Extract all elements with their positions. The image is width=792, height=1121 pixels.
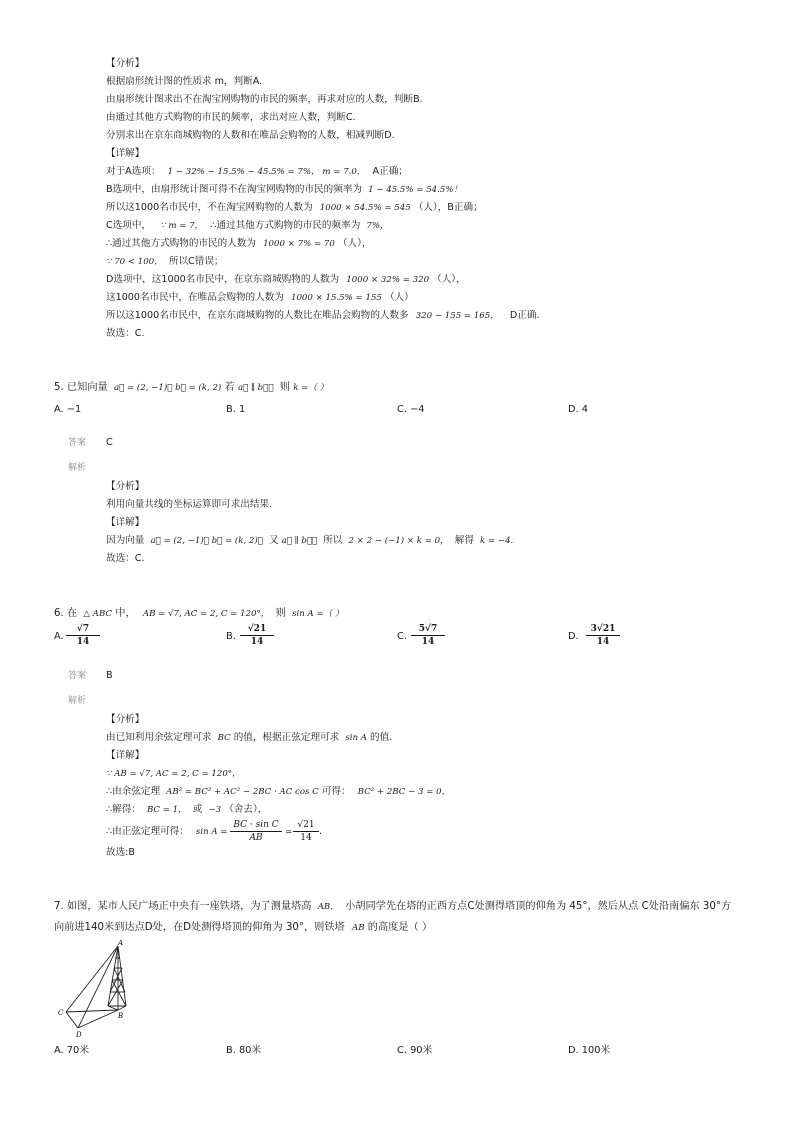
text-segment: ∴由余弦定理 (106, 786, 161, 797)
math-expression: 1000 × 7% = 70 (263, 239, 335, 249)
option-d-fraction[interactable] (586, 624, 620, 647)
text-segment: （人） (384, 292, 414, 303)
math-expression: 1 − 45.5% = 54.5%！ (368, 185, 463, 195)
math-expression: ∵ 70 < 100， (106, 257, 163, 267)
math-expression: k =（ ） (293, 383, 329, 393)
text-segment: （人）， (432, 274, 466, 285)
math-expression: AB， (317, 902, 339, 912)
fraction-numerator: √7 (66, 624, 100, 636)
analysis-line: 根据扇形统计图的性质求 m，判断A. (106, 76, 263, 87)
answer-label: 答案 (68, 671, 87, 681)
fraction-numerator: 3√21 (586, 624, 620, 636)
detail-line (106, 220, 389, 232)
text-segment: ∴解得： (106, 804, 141, 815)
text-segment: 由已知利用余弦定理可求 (106, 732, 212, 743)
tower-lines (66, 946, 126, 1028)
fraction-numerator: BC · sin C (230, 820, 282, 832)
fraction-denominator: 14 (250, 637, 264, 647)
math-expression: 320 − 155 = 165， (415, 311, 499, 321)
math-expression: a⃗ = (2, −1)， b⃗ = (k, 2)， (150, 536, 263, 546)
fraction-numerator: √21 (293, 820, 319, 832)
section-heading-detail: 【详解】 (106, 750, 145, 761)
option-c[interactable]: C. (397, 631, 407, 642)
result-fraction (293, 820, 319, 843)
option-a-fraction[interactable] (66, 624, 100, 647)
text-segment: 小胡同学先在塔的正西方点C处测得塔顶的仰角为 45°，然后从点 C处沿南偏东 30°方 (345, 901, 732, 912)
text-segment: D选项中，这1000名市民中，在京东商城购物的人数为 (106, 274, 340, 285)
math-expression: sin A =（ ） (292, 609, 344, 619)
detail-line (106, 256, 224, 268)
analysis-line (106, 732, 392, 744)
text-segment: 解得 (454, 535, 474, 546)
detail-line (106, 310, 540, 322)
math-expression: 1000 × 54.5% = 545 (319, 203, 411, 213)
label-c: C (58, 1009, 64, 1017)
text-segment: 则 (275, 608, 286, 619)
answer-label: 答案 (68, 438, 87, 448)
fraction-denominator: 14 (76, 637, 90, 647)
math-expression: AB² = BC² + AC² − 2BC · AC cos C (166, 787, 319, 797)
analysis-line: 利用向量共线的坐标运算即可求出结果. (106, 499, 273, 510)
option-c[interactable]: C. 90米 (397, 1045, 433, 1056)
math-expression: −3 (208, 805, 222, 815)
text-segment: 若 (224, 382, 235, 393)
detail-line (106, 768, 241, 780)
math-expression: BC (217, 733, 231, 743)
analysis-line: 分别求出在京东商城购物的人数和在唯品会购物的人数，相减判断D. (106, 130, 395, 141)
math-expression: AB (352, 923, 365, 933)
conclusion-line: 故选:B (106, 847, 136, 858)
label-a: A (118, 940, 124, 947)
math-expression: 7%， (366, 221, 389, 231)
math-expression: BC² + 2BC − 3 = 0， (357, 787, 451, 797)
text-segment: 向前进140米到达点D处，在D处测得塔顶的仰角为 30°，则铁塔 (54, 922, 345, 933)
analysis-line: 由通过其他方式购物的市民的频率，求出对应人数，判断C. (106, 112, 356, 123)
section-heading-detail: 【详解】 (106, 517, 145, 528)
label-b: B (118, 1012, 124, 1020)
option-a[interactable]: A. −1 (54, 404, 82, 415)
detail-line (106, 202, 483, 214)
fraction-numerator: √21 (240, 624, 274, 636)
text-segment: 对于A选项： (106, 166, 161, 177)
text-segment: 这1000名市民中，在唯品会购物的人数为 (106, 292, 284, 303)
option-b-fraction[interactable] (240, 624, 274, 647)
analysis-line: 由扇形统计图求出不在淘宝网购物的市民的频率，再求对应的人数，判断B. (106, 94, 423, 105)
detail-line (106, 786, 450, 798)
math-expression: ∵ AB = √7, AC = 2, C = 120°， (106, 769, 241, 779)
math-expression: 1 − 32% − 15.5% − 45.5% = 7%， m = 7.0， (167, 167, 366, 177)
text-segment: 所以这1000名市民中，在京东商城购物的人数比在唯品会购物的人数多 (106, 310, 409, 321)
text-segment: 7. 如图，某市人民广场正中央有一座铁塔，为了测量塔高 (54, 901, 312, 912)
text-segment: ∴通过其他方式购物的市民的人数为 (106, 238, 257, 249)
text-segment: 6. 在 (54, 608, 78, 619)
text-segment: 的值，根据正弦定理可求 (233, 732, 340, 743)
option-a[interactable]: A. 70米 (54, 1045, 90, 1056)
equals-sign: = (285, 827, 293, 837)
option-a[interactable]: A. (54, 631, 64, 642)
math-expression: 1000 × 15.5% = 155 (290, 293, 382, 303)
section-heading-analysis: 【分析】 (106, 58, 145, 69)
option-c-fraction[interactable] (411, 624, 445, 647)
text-segment: 的高度是（ ） (367, 922, 433, 933)
option-d[interactable]: D. 100米 (568, 1045, 611, 1056)
section-heading-detail: 【详解】 (106, 148, 145, 159)
math-expression: 2 × 2 − (−1) × k = 0， (348, 536, 449, 546)
text-segment: （人）， (337, 238, 372, 249)
fraction-denominator: 14 (596, 637, 610, 647)
detail-line (106, 292, 414, 304)
math-expression: BC = 1， (146, 805, 187, 815)
detail-line (106, 166, 408, 178)
answer-value: B (106, 670, 113, 681)
math-expression: sin A = (195, 827, 228, 837)
math-expression: a⃗ ∥ b⃗， (237, 383, 274, 393)
text-segment: 所以 (323, 535, 343, 546)
text-segment: 因为向量 (106, 535, 145, 546)
text-segment: 可得： (321, 786, 351, 797)
tower-figure (52, 940, 142, 1040)
fraction-denominator: 14 (421, 637, 435, 647)
fraction-denominator: AB (249, 833, 263, 843)
detail-line (106, 826, 228, 838)
answer-value: C (106, 437, 113, 448)
text-segment: （人），B正确； (413, 202, 483, 213)
text-segment: ∴由正弦定理可得： (106, 826, 189, 837)
text-segment: 5. 已知向量 (54, 382, 108, 393)
text-segment: B选项中，由扇形统计图可得不在淘宝网购物的市民的频率为 (106, 184, 363, 195)
option-b[interactable]: B. (226, 631, 236, 642)
option-c[interactable]: C. −4 (397, 404, 425, 415)
text-segment: 又 (268, 535, 279, 546)
text-segment: D正确. (509, 310, 540, 321)
text-segment: A正确； (372, 166, 408, 177)
option-b[interactable]: B. 80米 (226, 1045, 262, 1056)
math-expression: a⃗ = (2, −1)， b⃗ = (k, 2) (113, 383, 222, 393)
text-segment: 或 (192, 804, 203, 815)
question-7-stem-line-1 (54, 901, 731, 913)
label-d: D (76, 1031, 82, 1039)
sine-ratio-fraction (230, 820, 282, 843)
math-expression: sin A (345, 733, 367, 743)
question-6-stem (54, 608, 344, 620)
detail-line (106, 238, 372, 250)
option-d[interactable]: D. 4 (568, 404, 589, 415)
detail-line (106, 274, 466, 286)
math-expression: AB = √7, AC = 2, C = 120°， (142, 609, 270, 619)
math-expression: k = −4. (480, 536, 514, 546)
period: . (319, 826, 323, 837)
text-segment: 所以C错误； (168, 256, 224, 267)
analysis-label: 解析 (68, 463, 87, 473)
math-expression: ∵ m = 7， (160, 221, 204, 231)
detail-line (106, 184, 462, 196)
option-d[interactable]: D. (568, 631, 579, 642)
text-segment: 所以这1000名市民中，不在淘宝网购物的人数为 (106, 202, 313, 213)
fraction-denominator: 14 (300, 833, 312, 843)
detail-line (106, 804, 267, 816)
math-expression: a⃗ ∥ b⃗， (281, 536, 318, 546)
conclusion-line: 故选：C. (106, 328, 145, 339)
text-segment: 中， (115, 608, 136, 619)
section-heading-analysis: 【分析】 (106, 714, 145, 725)
text-segment: ∴通过其他方式购物的市民的频率为 (210, 220, 361, 231)
option-b[interactable]: B. 1 (226, 404, 246, 415)
text-segment: 则 (279, 382, 290, 393)
detail-line (106, 535, 513, 547)
text-segment: （舍去）， (224, 804, 268, 815)
question-5-stem (54, 382, 328, 394)
question-7-stem-line-2 (54, 922, 432, 934)
fraction-numerator: 5√7 (411, 624, 445, 636)
analysis-label: 解析 (68, 696, 87, 706)
text-segment: C选项中， (106, 220, 152, 231)
math-expression: △ ABC (83, 609, 113, 619)
math-expression: 1000 × 32% = 320 (346, 275, 430, 285)
section-heading-analysis: 【分析】 (106, 481, 145, 492)
text-segment: 的值. (370, 732, 393, 743)
conclusion-line: 故选：C. (106, 553, 145, 564)
